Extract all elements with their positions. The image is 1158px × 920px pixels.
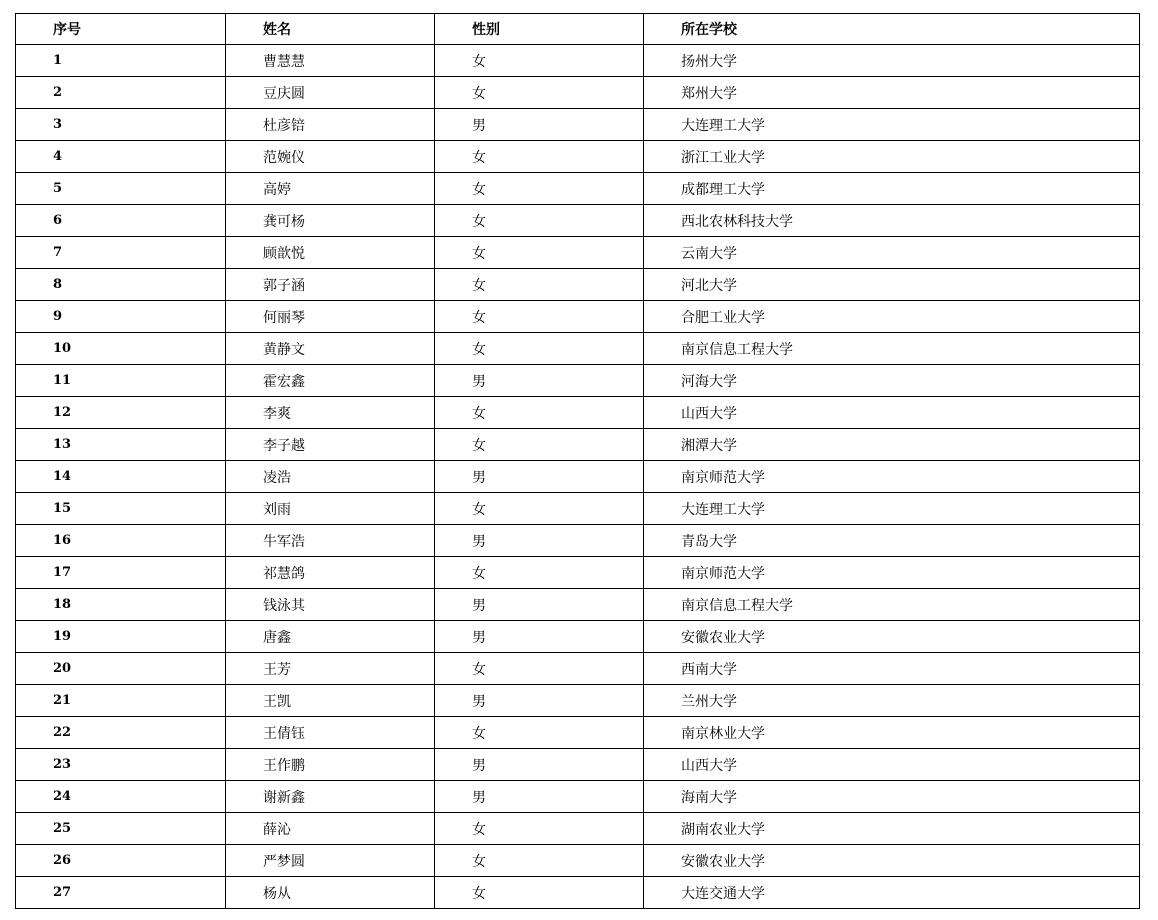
cell-index: 11 bbox=[16, 365, 226, 397]
cell-index: 7 bbox=[16, 237, 226, 269]
table-row bbox=[16, 845, 1140, 877]
cell-name: 祁慧鸽 bbox=[226, 557, 435, 589]
table-row bbox=[16, 621, 1140, 653]
table-row bbox=[16, 429, 1140, 461]
cell-gender: 女 bbox=[435, 77, 644, 109]
table-row bbox=[16, 109, 1140, 141]
cell-name: 王芳 bbox=[226, 653, 435, 685]
cell-index: 24 bbox=[16, 781, 226, 813]
cell-index: 25 bbox=[16, 813, 226, 845]
table-body bbox=[16, 45, 1140, 909]
table-row bbox=[16, 141, 1140, 173]
table-row bbox=[16, 813, 1140, 845]
cell-gender: 女 bbox=[435, 493, 644, 525]
cell-index: 5 bbox=[16, 173, 226, 205]
cell-school: 安徽农业大学 bbox=[644, 845, 1140, 877]
cell-name: 王凯 bbox=[226, 685, 435, 717]
cell-school: 南京信息工程大学 bbox=[644, 333, 1140, 365]
cell-school: 安徽农业大学 bbox=[644, 621, 1140, 653]
table-row bbox=[16, 237, 1140, 269]
cell-name: 高婷 bbox=[226, 173, 435, 205]
table-row bbox=[16, 301, 1140, 333]
table-row bbox=[16, 557, 1140, 589]
table-row bbox=[16, 653, 1140, 685]
cell-name: 豆庆圆 bbox=[226, 77, 435, 109]
cell-name: 顾歆悦 bbox=[226, 237, 435, 269]
cell-school: 山西大学 bbox=[644, 749, 1140, 781]
table-row bbox=[16, 525, 1140, 557]
cell-name: 凌浩 bbox=[226, 461, 435, 493]
cell-gender: 女 bbox=[435, 301, 644, 333]
cell-name: 钱泳其 bbox=[226, 589, 435, 621]
cell-school: 山西大学 bbox=[644, 397, 1140, 429]
cell-school: 大连交通大学 bbox=[644, 877, 1140, 909]
header-index: 序号 bbox=[16, 14, 226, 45]
cell-school: 青岛大学 bbox=[644, 525, 1140, 557]
table-row bbox=[16, 877, 1140, 909]
cell-index: 19 bbox=[16, 621, 226, 653]
cell-index: 17 bbox=[16, 557, 226, 589]
cell-gender: 女 bbox=[435, 717, 644, 749]
cell-name: 薛沁 bbox=[226, 813, 435, 845]
table-row bbox=[16, 365, 1140, 397]
student-list-table bbox=[15, 13, 1140, 909]
table-row bbox=[16, 173, 1140, 205]
cell-gender: 女 bbox=[435, 45, 644, 77]
cell-school: 海南大学 bbox=[644, 781, 1140, 813]
table-row bbox=[16, 493, 1140, 525]
cell-index: 21 bbox=[16, 685, 226, 717]
cell-name: 王作鹏 bbox=[226, 749, 435, 781]
cell-index: 23 bbox=[16, 749, 226, 781]
cell-index: 16 bbox=[16, 525, 226, 557]
cell-gender: 女 bbox=[435, 557, 644, 589]
cell-school: 南京师范大学 bbox=[644, 557, 1140, 589]
cell-name: 黄静文 bbox=[226, 333, 435, 365]
cell-name: 霍宏鑫 bbox=[226, 365, 435, 397]
cell-school: 湖南农业大学 bbox=[644, 813, 1140, 845]
cell-index: 26 bbox=[16, 845, 226, 877]
cell-name: 严梦圆 bbox=[226, 845, 435, 877]
cell-school: 郑州大学 bbox=[644, 77, 1140, 109]
cell-school: 河海大学 bbox=[644, 365, 1140, 397]
cell-name: 范婉仪 bbox=[226, 141, 435, 173]
cell-gender: 男 bbox=[435, 589, 644, 621]
cell-gender: 女 bbox=[435, 653, 644, 685]
cell-gender: 男 bbox=[435, 685, 644, 717]
cell-index: 3 bbox=[16, 109, 226, 141]
cell-school: 大连理工大学 bbox=[644, 493, 1140, 525]
cell-gender: 男 bbox=[435, 461, 644, 493]
cell-index: 15 bbox=[16, 493, 226, 525]
cell-index: 20 bbox=[16, 653, 226, 685]
cell-gender: 女 bbox=[435, 141, 644, 173]
cell-gender: 男 bbox=[435, 749, 644, 781]
table-row bbox=[16, 269, 1140, 301]
cell-index: 18 bbox=[16, 589, 226, 621]
cell-name: 谢新鑫 bbox=[226, 781, 435, 813]
cell-index: 9 bbox=[16, 301, 226, 333]
cell-name: 龚可杨 bbox=[226, 205, 435, 237]
cell-index: 27 bbox=[16, 877, 226, 909]
cell-name: 郭子涵 bbox=[226, 269, 435, 301]
cell-school: 河北大学 bbox=[644, 269, 1140, 301]
cell-name: 杨从 bbox=[226, 877, 435, 909]
table-row bbox=[16, 77, 1140, 109]
cell-gender: 女 bbox=[435, 845, 644, 877]
cell-index: 13 bbox=[16, 429, 226, 461]
table-row bbox=[16, 397, 1140, 429]
cell-school: 西南大学 bbox=[644, 653, 1140, 685]
table-row bbox=[16, 333, 1140, 365]
cell-gender: 男 bbox=[435, 621, 644, 653]
cell-school: 浙江工业大学 bbox=[644, 141, 1140, 173]
cell-gender: 女 bbox=[435, 813, 644, 845]
cell-gender: 女 bbox=[435, 237, 644, 269]
cell-name: 刘雨 bbox=[226, 493, 435, 525]
table-row bbox=[16, 589, 1140, 621]
cell-gender: 男 bbox=[435, 365, 644, 397]
cell-school: 南京师范大学 bbox=[644, 461, 1140, 493]
cell-name: 何丽琴 bbox=[226, 301, 435, 333]
cell-gender: 女 bbox=[435, 173, 644, 205]
cell-gender: 男 bbox=[435, 781, 644, 813]
cell-name: 唐鑫 bbox=[226, 621, 435, 653]
cell-gender: 女 bbox=[435, 429, 644, 461]
cell-school: 西北农林科技大学 bbox=[644, 205, 1140, 237]
cell-name: 李爽 bbox=[226, 397, 435, 429]
cell-gender: 女 bbox=[435, 269, 644, 301]
cell-gender: 男 bbox=[435, 525, 644, 557]
cell-school: 合肥工业大学 bbox=[644, 301, 1140, 333]
cell-index: 10 bbox=[16, 333, 226, 365]
header-gender: 性别 bbox=[435, 14, 644, 45]
cell-index: 1 bbox=[16, 45, 226, 77]
table-header bbox=[16, 14, 1140, 45]
cell-index: 2 bbox=[16, 77, 226, 109]
cell-name: 牛军浩 bbox=[226, 525, 435, 557]
student-list-table-container bbox=[15, 13, 1139, 909]
cell-index: 12 bbox=[16, 397, 226, 429]
cell-school: 湘潭大学 bbox=[644, 429, 1140, 461]
cell-gender: 女 bbox=[435, 397, 644, 429]
cell-gender: 女 bbox=[435, 205, 644, 237]
cell-name: 王倩钰 bbox=[226, 717, 435, 749]
table-row bbox=[16, 781, 1140, 813]
table-row bbox=[16, 749, 1140, 781]
cell-name: 杜彦锫 bbox=[226, 109, 435, 141]
cell-school: 扬州大学 bbox=[644, 45, 1140, 77]
cell-index: 14 bbox=[16, 461, 226, 493]
cell-gender: 男 bbox=[435, 109, 644, 141]
cell-school: 云南大学 bbox=[644, 237, 1140, 269]
cell-school: 兰州大学 bbox=[644, 685, 1140, 717]
table-row bbox=[16, 717, 1140, 749]
cell-index: 6 bbox=[16, 205, 226, 237]
cell-school: 成都理工大学 bbox=[644, 173, 1140, 205]
cell-name: 李子越 bbox=[226, 429, 435, 461]
cell-index: 4 bbox=[16, 141, 226, 173]
table-row bbox=[16, 45, 1140, 77]
cell-school: 南京信息工程大学 bbox=[644, 589, 1140, 621]
header-name: 姓名 bbox=[226, 14, 435, 45]
cell-gender: 女 bbox=[435, 333, 644, 365]
table-row bbox=[16, 685, 1140, 717]
table-row bbox=[16, 461, 1140, 493]
cell-name: 曹慧慧 bbox=[226, 45, 435, 77]
table-header-row bbox=[16, 14, 1140, 45]
header-school: 所在学校 bbox=[644, 14, 1140, 45]
cell-school: 南京林业大学 bbox=[644, 717, 1140, 749]
cell-school: 大连理工大学 bbox=[644, 109, 1140, 141]
cell-gender: 女 bbox=[435, 877, 644, 909]
table-row bbox=[16, 205, 1140, 237]
cell-index: 22 bbox=[16, 717, 226, 749]
cell-index: 8 bbox=[16, 269, 226, 301]
